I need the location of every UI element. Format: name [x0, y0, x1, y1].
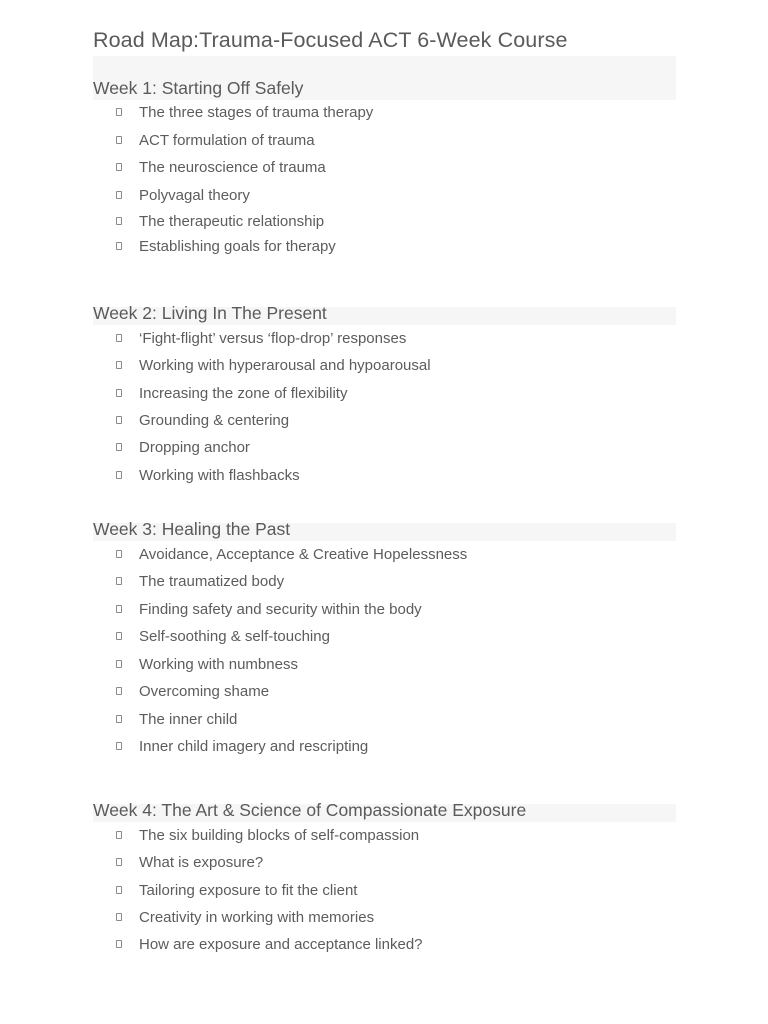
list-item: [0, 212, 700, 232]
week-3-heading: Week 3: Healing the Past: [93, 519, 291, 539]
list-item: [0, 627, 700, 647]
list-item-label: The six building blocks of self-compassion: [139, 827, 420, 844]
checkbox-bullet-icon: [116, 715, 122, 723]
list-item: [0, 237, 700, 257]
checkbox-bullet-icon: [116, 632, 122, 640]
week-2-heading: Week 2: Living In The Present: [93, 303, 327, 323]
list-item-label: The three stages of trauma therapy: [139, 104, 374, 121]
checkbox-bullet-icon: [116, 886, 122, 894]
list-item: [0, 329, 700, 349]
list-item: [0, 545, 700, 565]
checkbox-bullet-icon: [116, 443, 122, 451]
list-item: [0, 600, 700, 620]
list-item: [0, 186, 700, 206]
checkbox-bullet-icon: [116, 242, 122, 250]
week-4-heading: Week 4: The Art & Science of Compassionate Exposure: [93, 800, 527, 820]
list-item-label: Polyvagal theory: [139, 187, 250, 204]
checkbox-bullet-icon: [116, 940, 122, 948]
list-item: [0, 411, 700, 431]
list-item-label: Working with flashbacks: [139, 467, 300, 484]
document-title: Road Map:Trauma-Focused ACT 6-Week Course: [93, 28, 568, 52]
list-item-label: Dropping anchor: [139, 439, 250, 456]
checkbox-bullet-icon: [116, 742, 122, 750]
checkbox-bullet-icon: [116, 389, 122, 397]
checkbox-bullet-icon: [116, 550, 122, 558]
list-item: [0, 438, 700, 458]
list-item-label: Self-soothing & self-touching: [139, 628, 330, 645]
list-item: [0, 466, 700, 486]
list-item-label: Working with numbness: [139, 656, 298, 673]
list-item-label: The therapeutic relationship: [139, 213, 325, 230]
checkbox-bullet-icon: [116, 361, 122, 369]
checkbox-bullet-icon: [116, 334, 122, 342]
list-item: [0, 158, 700, 178]
list-item: [0, 881, 700, 901]
list-item: [0, 384, 700, 404]
checkbox-bullet-icon: [116, 416, 122, 424]
list-item: [0, 935, 700, 955]
checkbox-bullet-icon: [116, 660, 122, 668]
list-item-label: ‘Fight-flight’ versus ‘flop-drop’ responses: [139, 330, 407, 347]
checkbox-bullet-icon: [116, 108, 122, 116]
checkbox-bullet-icon: [116, 831, 122, 839]
list-item-label: Creativity in working with memories: [139, 909, 375, 926]
list-item-label: Avoidance, Acceptance & Creative Hopelessness: [139, 546, 468, 563]
list-item-label: How are exposure and acceptance linked?: [139, 936, 423, 953]
list-item-label: What is exposure?: [139, 854, 264, 871]
checkbox-bullet-icon: [116, 136, 122, 144]
list-item: [0, 710, 700, 730]
list-item-label: Inner child imagery and rescripting: [139, 738, 369, 755]
list-item-label: Overcoming shame: [139, 683, 270, 700]
checkbox-bullet-icon: [116, 191, 122, 199]
list-item: [0, 908, 700, 928]
checkbox-bullet-icon: [116, 577, 122, 585]
list-item-label: The neuroscience of trauma: [139, 159, 326, 176]
list-item: [0, 853, 700, 873]
week-1-heading: Week 1: Starting Off Safely: [93, 78, 304, 98]
list-item-label: Working with hyperarousal and hypoarousal: [139, 357, 431, 374]
list-item-label: The traumatized body: [139, 573, 285, 590]
checkbox-bullet-icon: [116, 217, 122, 225]
list-item: [0, 826, 700, 846]
checkbox-bullet-icon: [116, 913, 122, 921]
checkbox-bullet-icon: [116, 471, 122, 479]
list-item: [0, 655, 700, 675]
list-item: [0, 682, 700, 702]
list-item-label: Grounding & centering: [139, 412, 290, 429]
list-item-label: Finding safety and security within the body: [139, 601, 422, 618]
list-item: [0, 131, 700, 151]
list-item: [0, 356, 700, 376]
list-item-label: Tailoring exposure to fit the client: [139, 882, 358, 899]
checkbox-bullet-icon: [116, 687, 122, 695]
list-item-label: The inner child: [139, 711, 238, 728]
list-item: [0, 737, 700, 757]
list-item: [0, 572, 700, 592]
list-item-label: Establishing goals for therapy: [139, 238, 336, 255]
list-item-label: Increasing the zone of flexibility: [139, 385, 348, 402]
checkbox-bullet-icon: [116, 858, 122, 866]
checkbox-bullet-icon: [116, 163, 122, 171]
list-item-label: ACT formulation of trauma: [139, 132, 315, 149]
list-item: [0, 103, 700, 123]
checkbox-bullet-icon: [116, 605, 122, 613]
